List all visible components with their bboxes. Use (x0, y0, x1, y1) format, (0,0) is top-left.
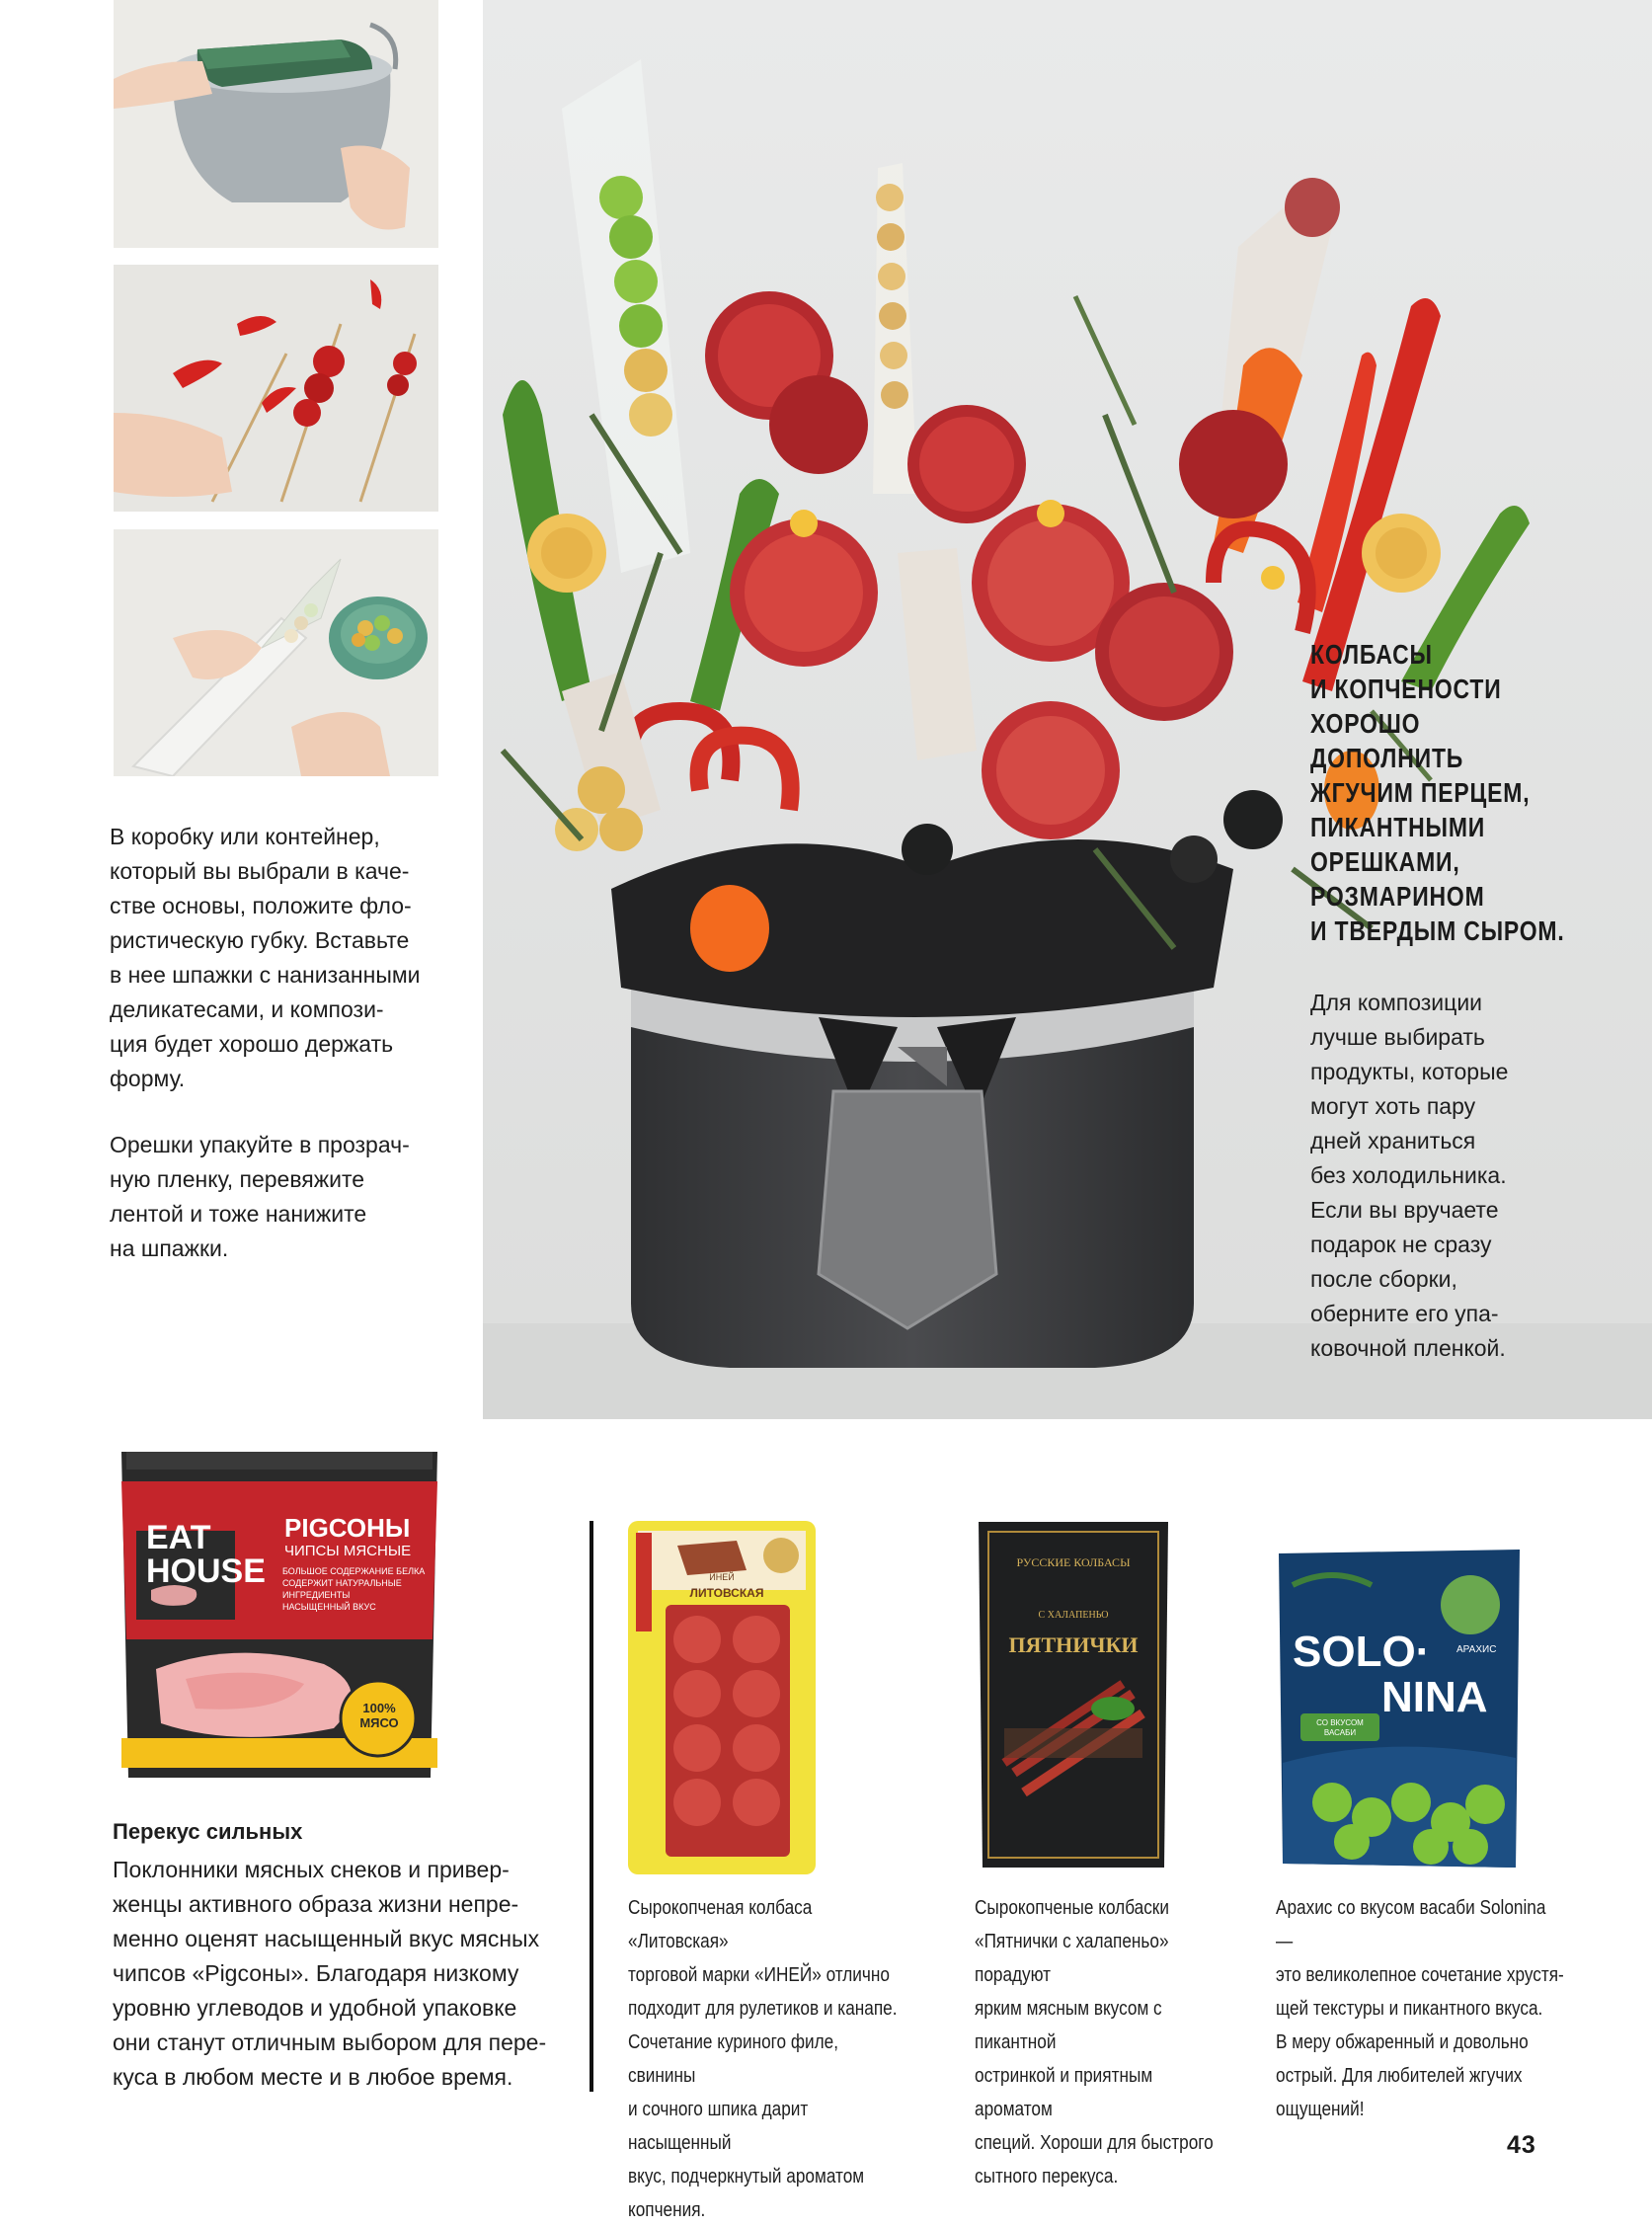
step-photo-sponge (114, 0, 438, 248)
nuts-cone-icon (114, 529, 438, 776)
solonina-pack-name-line1: SOLO· (1293, 1628, 1431, 1676)
pigsony-bullet: СОДЕРЖИТ НАТУРАЛЬНЫЕ ИНГРЕДИЕНТЫ (282, 1578, 402, 1600)
pyatnichki-pack-name: ПЯТНИЧКИ (1008, 1632, 1139, 1657)
pigsony-bullet: НАСЫЩЕННЫЙ ВКУС (282, 1602, 376, 1612)
column-divider (590, 1521, 593, 2092)
product-2-description: Сырокопченая колбаса «Литовская» торговой марки «ИНЕЙ» отлично подходит для рулетиков и канапе. Сочетание куриного филе, свинины и сочного шпика дарит насыщенный вкус, подчеркнутый ароматом копчения. (628, 1897, 898, 2221)
product-solonina-pack (1273, 1546, 1526, 1871)
pigsony-badge: 100% МЯСО (359, 1701, 399, 1730)
solonina-pack-name-line2: NINA (1381, 1673, 1488, 1721)
solonina-pack-sub: АРАХИС (1456, 1644, 1497, 1655)
solonina-pack-flavor: СО ВКУСОМ ВАСАБИ (1316, 1718, 1364, 1737)
product-3-description: Сырокопченые колбаски «Пятнички с халапеньо» порадуют ярким мясным вкусом с пикантной остринкой и приятным ароматом специй. Хороши для быстрого сытного перекуса. (975, 1897, 1214, 2187)
hero-body-text: Для композиции лучше выбирать продукты, которые могут хоть пару дней храниться без холодильника. Если вы вручаете подарок не сразу после сборки, оберните его упа- ковочной пленкой. (1310, 990, 1509, 1361)
instructions-paragraph-1: В коробку или контейнер, который вы выбрали в каче- стве основы, положите фло- ристическую губку. Вставьте в нее шпажки с нанизанными деликатесами, и компози- ция будет хорошо держать форму. (110, 824, 421, 1091)
product-1-title: Перекус сильных (113, 1819, 303, 1844)
pigsony-brand-line1: EAT (146, 1519, 211, 1556)
product-1-description: Поклонники мясных снеков и привер- женцы активного образа жизни непре- менно оценят насыщенный вкус мясных чипсов «Pigсоны». Благодаря низкому уровню углеводов и удобной упаковке они станут отличным выбором для пере- куса в любом месте и в любое время. (113, 1857, 547, 2090)
product-pigsony-pack (117, 1442, 442, 1790)
product-pyatnichki-pack (975, 1516, 1172, 1871)
page-number: 43 (1507, 2131, 1536, 2159)
sponge-container-icon (114, 0, 438, 248)
product-litovskaya-pack (628, 1521, 816, 1874)
pigsony-brand-line2: HOUSE (146, 1552, 266, 1590)
product-4-description: Арахис со вкусом васаби Solonina — это великолепное сочетание хрустя- щей текстуры и пикантного вкуса. В меру обжаренный и довольно острый. Для любителей жгучих ощущений! (1276, 1897, 1564, 2120)
pigsony-bullet: БОЛЬШОЕ СОДЕРЖАНИЕ БЕЛКА (282, 1566, 426, 1576)
pigsony-product-name: PIGСОНЫ (284, 1513, 411, 1543)
pepper-skewer-icon (114, 265, 438, 512)
hero-headline: КОЛБАСЫ И КОПЧЕНОСТИ ХОРОШО ДОПОЛНИТЬ ЖГУЧИМ ПЕРЦЕМ, ПИКАНТНЫМИ ОРЕШКАМИ, РОЗМАРИНОМ И ТВЕРДЫМ СЫРОМ. (1310, 639, 1565, 946)
instructions-paragraph-2: Орешки упакуйте в прозрач- ную пленку, перевяжите лентой и тоже нанижите на шпажки. (110, 1132, 410, 1261)
litovskaya-pack-brand: ИНЕЙ (709, 1572, 735, 1582)
pyatnichki-pack-sub: С ХАЛАПЕНЬО (1038, 1610, 1109, 1621)
pigsony-product-sub: ЧИПСЫ МЯСНЫЕ (284, 1543, 412, 1559)
step-photo-skewers (114, 265, 438, 512)
litovskaya-pack-name: ЛИТОВСКАЯ (689, 1586, 764, 1600)
pyatnichki-pack-brand: РУССКИЕ КОЛБАСЫ (1016, 1555, 1131, 1569)
step-photo-nuts (114, 529, 438, 776)
